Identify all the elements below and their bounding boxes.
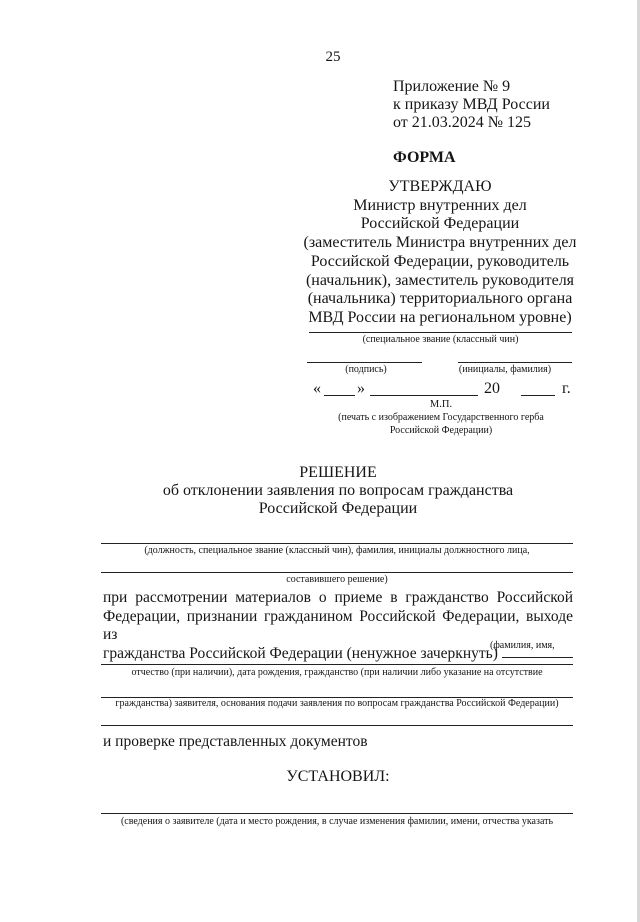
- approval-block: [300, 178, 580, 328]
- applicant-info-blank-line: [101, 813, 573, 814]
- date-month-blank: [370, 395, 478, 396]
- page-number: 25: [325, 49, 341, 65]
- decision-heading: [100, 464, 576, 518]
- official-caption: (должность, специальное звание (классный чин), фамилия, инициалы должностного лица,: [144, 545, 530, 556]
- approval-line: (начальник), заместитель руководителя: [305, 271, 575, 289]
- appendix-header: [393, 78, 550, 132]
- approval-title: УТВЕРЖДАЮ: [388, 178, 492, 195]
- decision-subtitle: Российской Федерации: [258, 500, 418, 517]
- applicant-caption: (фамилия, имя,: [490, 640, 555, 651]
- form-label: ФОРМА: [393, 149, 456, 166]
- applicant-name-blank: [502, 657, 573, 658]
- date-year-blank: [521, 395, 555, 396]
- decision-title: РЕШЕНИЕ: [299, 464, 377, 481]
- established-heading: УСТАНОВИЛ:: [286, 768, 390, 785]
- decision-subtitle: об отклонении заявления по вопросам гражданства: [162, 482, 514, 499]
- stamp-caption: (печать с изображением Государственного герба: [338, 412, 544, 423]
- date-year-suffix: г.: [562, 380, 571, 397]
- rank-caption: (специальное звание (классный чин): [362, 334, 519, 345]
- body-line: при рассмотрении материалов о приеме в гражданство Российской: [103, 589, 573, 606]
- approval-line: Российской Федерации: [360, 215, 520, 233]
- signature-caption: (подпись): [345, 364, 387, 375]
- date-year-prefix: 20: [484, 380, 500, 397]
- date-close-quote: »: [357, 380, 365, 397]
- name-blank-line: [458, 362, 572, 363]
- applicant-caption: отчество (при наличии), дата рождения, гражданство (при наличии либо указание на отсутствие: [131, 667, 543, 678]
- official-blank-line: [101, 572, 573, 573]
- appendix-line: к приказу МВД России: [393, 96, 550, 113]
- approval-line: Министр внутренних дел: [353, 196, 527, 214]
- stamp-caption: Российской Федерации): [389, 425, 493, 436]
- approval-line: МВД России на региональном уровне): [308, 308, 572, 326]
- applicant-caption: гражданства) заявителя, основания подачи заявления по вопросам гражданства Российской Федерации): [115, 698, 559, 709]
- name-caption: (инициалы, фамилия): [458, 364, 552, 375]
- applicant-blank-line: [101, 664, 573, 665]
- appendix-line: Приложение № 9: [393, 78, 511, 95]
- approval-line: (заместитель Министра внутренних дел: [303, 234, 577, 252]
- rank-blank-line: [309, 332, 572, 333]
- date-open-quote: «: [313, 380, 321, 397]
- applicant-blank-line: [101, 725, 573, 726]
- approval-line: Российской Федерации, руководитель: [310, 252, 570, 270]
- body-line: Федерации, признании гражданином Российской Федерации, выходе из: [103, 607, 573, 643]
- official-blank-line: [101, 543, 573, 544]
- body-line: гражданства Российской Федерации (ненужное зачеркнуть): [103, 644, 498, 662]
- stamp-label: М.П.: [429, 399, 453, 410]
- official-caption: составившего решение): [286, 574, 388, 585]
- review-line: и проверке представленных документов: [103, 733, 368, 750]
- signature-blank-line: [307, 362, 422, 363]
- approval-line: (начальника) территориального органа: [307, 290, 573, 308]
- applicant-info-caption: (сведения о заявителе (дата и место рождения, в случае изменения фамилии, имени, отчества указать: [120, 816, 554, 827]
- date-day-blank: [324, 395, 355, 396]
- appendix-line: от 21.03.2024 № 125: [393, 114, 532, 131]
